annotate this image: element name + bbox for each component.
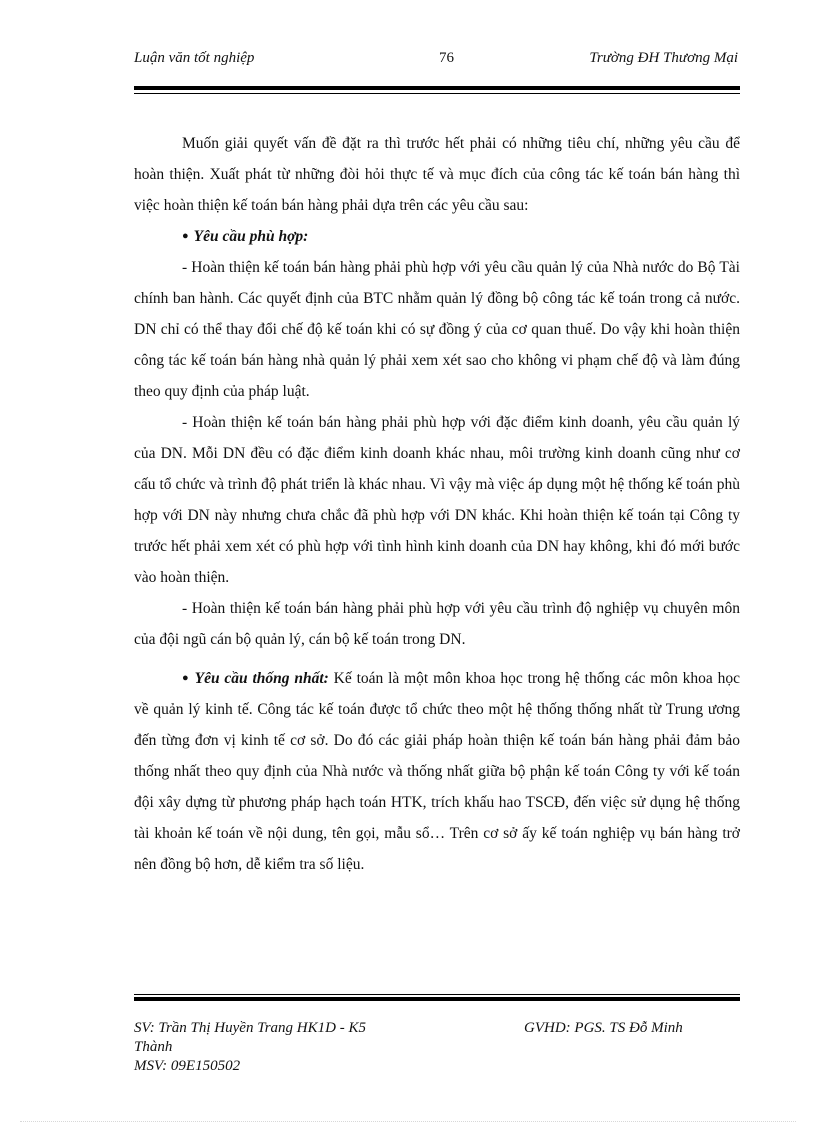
paragraph: - Hoàn thiện kế toán bán hàng phải phù hợp với yêu cầu quản lý của Nhà nước do Bộ Tài chính ban hành. Các quyết định của BTC nhằm quản lý đồng bộ công tác kế toán trong cả nước. DN chỉ có thể thay đổi chế độ kế toán khi có sự đồng ý của cơ quan thuế. Do vậy khi hoàn thiện công tác kế toán bán hàng nhà quản lý phải xem xét sao cho không vi phạm chế độ và làm đúng theo quy định của pháp luật. — [134, 259, 740, 400]
footer-student-id: MSV: 09E150502 — [134, 1058, 241, 1074]
intro-paragraph: Muốn giải quyết vấn đề đặt ra thì trước hết phải có những tiêu chí, những yêu cầu để hoàn thiện. Xuất phát từ những đòi hỏi thực tế và mục đích của công tác kế toán bán hàng thì việc hoàn thiện kế toán bán hàng phải dựa trên các yêu cầu sau: — [134, 135, 740, 214]
footer-student: SV: Trần Thị Huyền Trang HK1D - K5 — [134, 1020, 366, 1036]
bullet-icon: ● — [182, 672, 190, 684]
paragraph: - Hoàn thiện kế toán bán hàng phải phù hợp với đặc điểm kinh doanh, yêu cầu quản lý của DN. Mỗi DN đều có đặc điểm kinh doanh khác nhau, môi trường kinh doanh cũng như cơ cấu tổ chức và trình độ phát triển là khác nhau. Vì vậy mà việc áp dụng một hệ thống kế toán phù hợp với DN này nhưng chưa chắc đã phù hợp với DN khác. Khi hoàn thiện kế toán tại Công ty trước hết phải xem xét có phù hợp với tình hình kinh doanh của DN hay không, khi đó mới bước vào hoàn thiện. — [134, 414, 740, 586]
header-thesis-label: Luận văn tốt nghiệp — [134, 50, 255, 66]
footer-rule-thin — [134, 994, 740, 995]
footer-student-block — [134, 1019, 404, 1076]
bullet-title-1: Yêu cầu phù hợp: — [193, 228, 309, 245]
bullet-paragraph-2 — [134, 663, 740, 880]
bullet-title-2: Yêu cầu thống nhất: — [194, 670, 329, 687]
footer-rule-thick — [134, 997, 740, 1001]
body-text — [134, 128, 740, 880]
page-edge-dotted — [20, 1121, 796, 1122]
header-rule-thin — [134, 93, 740, 94]
bullet-icon: ● — [182, 230, 189, 242]
page-header — [134, 50, 740, 70]
bullet-text-2: Kế toán là một môn khoa học trong hệ thống các môn khoa học về quản lý kinh tế. Công tác kế toán được tổ chức theo một hệ thống thống nhất từ Trung ương đến từng đơn vị kinh tế cơ sở. Do đó các giải pháp hoàn thiện kế toán bán hàng phải đảm bảo thống nhất theo quy định của Nhà nước và thống nhất giữa bộ phận kế toán Công ty với kế toán đội xây dựng từ phương pháp hạch toán HTK, trích khấu hao TSCĐ, đến việc sử dụng hệ thống tài khoản kế toán về nội dung, tên gọi, mẫu sổ… Trên cơ sở ấy kế toán nghiệp vụ bán hàng trở nên đồng bộ hơn, dễ kiểm tra số liệu. — [134, 670, 740, 873]
footer-advisor: GVHD: PGS. TS Đỗ Minh — [524, 1020, 683, 1036]
paragraph: - Hoàn thiện kế toán bán hàng phải phù hợp với yêu cầu trình độ nghiệp vụ chuyên môn của đội ngũ cán bộ quản lý, cán bộ kế toán trong DN. — [134, 600, 740, 648]
bullet-heading-1 — [134, 221, 740, 252]
page-number: 76 — [439, 50, 454, 66]
footer-advisor-cont: Thành — [134, 1039, 173, 1055]
header-university: Trường ĐH Thương Mại — [589, 50, 738, 66]
header-rule-thick — [134, 86, 740, 90]
